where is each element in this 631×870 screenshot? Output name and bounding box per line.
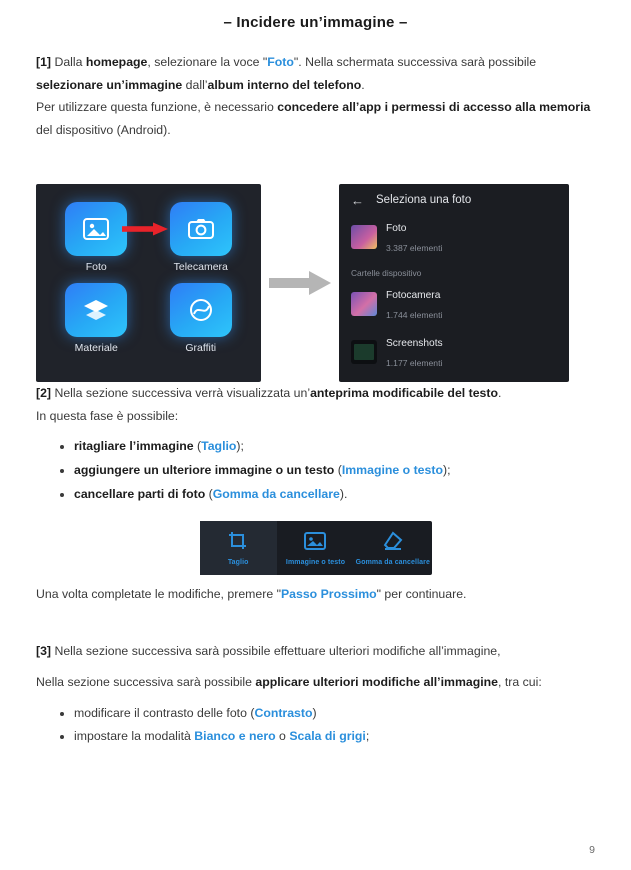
gray-arrow-icon: [261, 184, 339, 382]
picker-item-name: Foto: [386, 222, 407, 234]
text: dall’: [182, 77, 208, 92]
back-arrow-icon[interactable]: ←: [351, 192, 364, 208]
text: Nella sezione successiva sarà possibile: [36, 674, 256, 689]
spacer: [36, 606, 595, 640]
home-tile-foto[interactable]: [54, 202, 139, 273]
list-item: [74, 725, 595, 749]
picker-item-text: [386, 284, 442, 324]
step-3-line-2: [36, 671, 595, 694]
camera-icon: [170, 202, 232, 256]
app-home-screenshot: [36, 184, 261, 382]
text: o: [275, 729, 290, 744]
text-bold: cancellare parti di foto: [74, 487, 206, 502]
text: (: [193, 439, 202, 454]
home-tile-label: Materiale: [74, 341, 118, 354]
toolbar-item-label: Gomma da cancellare: [355, 559, 430, 567]
home-tile-label: Foto: [85, 260, 107, 273]
text: Nella sezione successiva sarà possibile effettuare ulteriori modifiche all’immagine,: [51, 644, 501, 659]
link-passo-prossimo[interactable]: Passo Prossimo: [280, 587, 377, 602]
text: , tra cui:: [498, 674, 542, 689]
text: Dalla: [51, 55, 86, 69]
link-immagine-o-testo[interactable]: Immagine o testo: [341, 463, 443, 478]
eraser-icon: [382, 530, 404, 557]
link-foto[interactable]: Foto: [267, 55, 294, 69]
text-bold: concedere all’app i permessi di accesso alla memoria: [277, 100, 591, 115]
text: , selezionare la voce ": [147, 55, 268, 69]
text: (: [205, 487, 213, 502]
picker-item-text: [386, 217, 442, 257]
picker-item-foto[interactable]: [339, 213, 569, 261]
picker-section-label: Cartelle dispositivo: [351, 267, 422, 278]
step-2-bullet-list: [36, 435, 595, 507]
page-title: – Incidere un’immagine –: [223, 14, 408, 31]
text: .: [361, 77, 365, 92]
text: .: [498, 385, 502, 400]
text: );: [442, 463, 451, 478]
picker-item-name: Fotocamera: [386, 289, 441, 301]
text-bold: ritagliare l’immagine: [74, 439, 194, 454]
step-2-paragraph: [36, 382, 595, 427]
text: del dispositivo (Android).: [36, 123, 171, 138]
text-bold: selezionare un’immagine: [36, 77, 183, 92]
toolbar-item-label: Immagine o testo: [285, 559, 346, 567]
step-2-marker: [2]: [36, 385, 52, 400]
picker-item-count: 1.744 elementi: [386, 309, 443, 320]
text: impostare la modalità: [74, 729, 195, 744]
figure-row-screenshots: [36, 184, 595, 382]
text: modificare il contrasto delle foto (: [74, 705, 255, 720]
text: Per utilizzare questa funzione, è necessario: [36, 100, 278, 115]
link-scala-di-grigi[interactable]: Scala di grigi: [289, 729, 366, 744]
photo-picker-screenshot: [339, 184, 569, 382]
home-tile-materiale[interactable]: [54, 283, 139, 354]
text-bold: anteprima modificabile del testo: [310, 385, 498, 400]
toolbar-item-immagine-o-testo[interactable]: [277, 521, 354, 575]
text-bold: album interno del telefono: [207, 77, 362, 92]
home-tile-graffiti[interactable]: [159, 283, 244, 354]
screenshots-thumb: [351, 340, 377, 364]
camera-folder-thumb: [351, 292, 377, 316]
text-bold: aggiungere un ulteriore immagine o un testo: [74, 463, 335, 478]
picker-title: Seleziona una foto: [376, 194, 472, 207]
picker-item-screenshots[interactable]: [339, 328, 569, 376]
red-arrow-icon: [122, 222, 168, 236]
crop-icon: [227, 530, 249, 557]
layers-icon: [65, 283, 127, 337]
text: ).: [339, 487, 348, 502]
step-1-line-2: [36, 96, 595, 141]
step-3-bullet-list: [36, 702, 595, 750]
step-3-line-1: [36, 640, 595, 663]
link-bianco-e-nero[interactable]: Bianco e nero: [194, 729, 276, 744]
text: Una volta completate le modifiche, premere ": [36, 587, 281, 602]
link-taglio[interactable]: Taglio: [201, 439, 237, 454]
text-bold: homepage: [85, 55, 148, 69]
edit-toolbar: [200, 521, 432, 575]
list-item: [74, 459, 595, 483]
page-number: 9: [589, 844, 595, 856]
home-tile-telecamera[interactable]: [159, 202, 244, 273]
link-gomma-da-cancellare[interactable]: Gomma da cancellare: [212, 487, 340, 502]
text: " per continuare.: [376, 587, 467, 602]
list-item: [74, 702, 595, 726]
step-3-marker: [3]: [36, 644, 52, 659]
tile-icon-box: [65, 283, 127, 337]
tile-icon-box: [65, 202, 127, 256]
spacer: [36, 663, 595, 671]
text: Nella sezione successiva verrà visualizzata un’: [51, 385, 311, 400]
tile-icon-box: [170, 202, 232, 256]
figure-edit-toolbar: [36, 521, 595, 575]
home-tile-label: Graffiti: [185, 341, 217, 354]
photos-thumb: [351, 225, 377, 249]
picker-item-name: Screenshots: [386, 337, 443, 349]
step-2-line-2: In questa fase è possibile:: [36, 408, 179, 423]
picker-header: [339, 184, 569, 213]
step-1-line-1: [36, 51, 595, 96]
picker-item-count: 3.387 elementi: [386, 242, 443, 253]
list-item: [74, 483, 595, 507]
picker-item-fotocamera[interactable]: [339, 280, 569, 328]
toolbar-item-taglio[interactable]: [200, 521, 277, 575]
step-1-marker: [1]: [36, 55, 52, 69]
step-2-line-1: [36, 382, 595, 405]
list-item: [74, 435, 595, 459]
text: );: [236, 439, 244, 454]
text: (: [334, 463, 342, 478]
step-2-closing-line: [36, 583, 595, 606]
document-page: [0, 14, 631, 870]
toolbar-item-gomma-da-cancellare[interactable]: [354, 521, 431, 575]
link-contrasto[interactable]: Contrasto: [254, 705, 313, 720]
image-icon: [65, 202, 127, 256]
text: ". Nella schermata successiva sarà possibile: [293, 55, 537, 69]
tile-icon-box: [170, 283, 232, 337]
image-text-icon: [303, 530, 327, 557]
text-bold: applicare ulteriori modifiche all’immagine: [255, 674, 498, 689]
home-tile-label: Telecamera: [173, 260, 228, 273]
toolbar-item-label: Taglio: [227, 559, 249, 567]
picker-item-count: 1.177 elementi: [386, 357, 443, 368]
picker-item-text: [386, 332, 443, 372]
text: ): [312, 705, 317, 720]
text: ;: [365, 729, 370, 744]
graffiti-icon: [170, 283, 232, 337]
step-1-paragraph: [36, 51, 595, 142]
